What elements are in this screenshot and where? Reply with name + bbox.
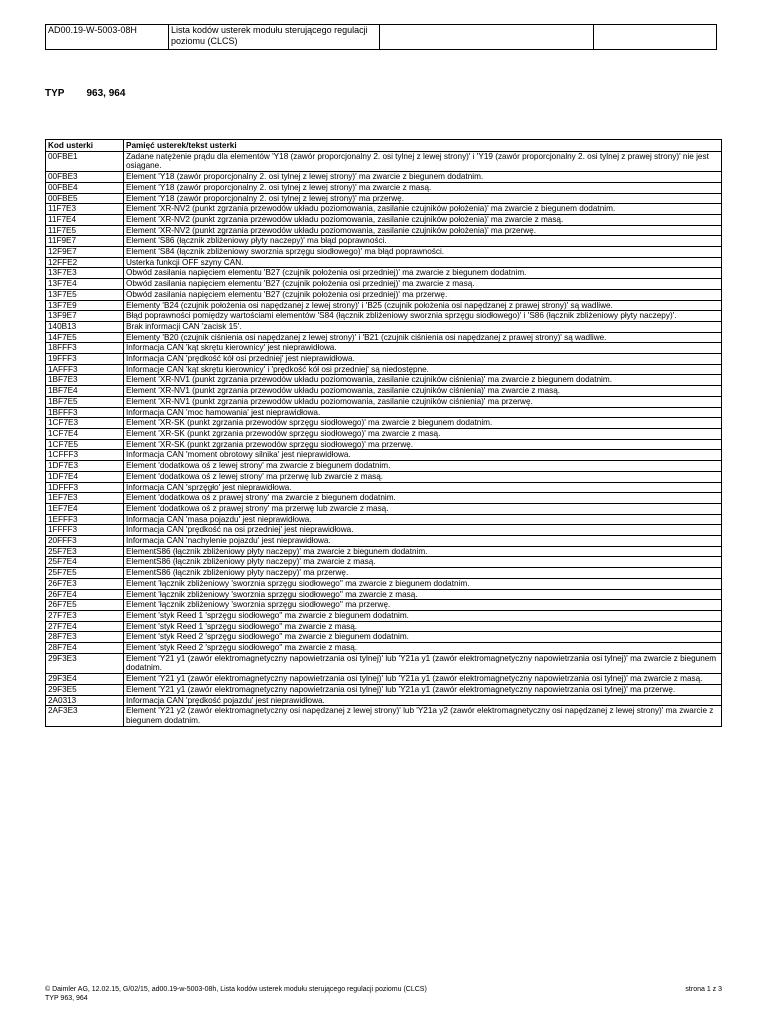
fault-text-cell: Element 'Y21 y1 (zawór elektromagnetyczny napowietrzania osi tylnej)' lub 'Y21a y1 (zawór elektromagnetyczny napowietrzania osi tylnej)' ma zwarcie z masą. [124,674,722,685]
footer-type: TYP 963, 964 [45,995,88,1002]
fault-text-cell: Zadane natężenie prądu dla elementów 'Y18 (zawór proporcjonalny 2. osi tylnej z lewej strony)' i 'Y19 (zawór proporcjonalny 2. osi tylnej z prawej strony)' nie jest osiągane. [124,151,722,171]
fault-text-cell: ElementS86 (łącznik zbliżeniowy płyty naczepy)' ma przerwę. [124,568,722,579]
table-row [46,396,722,407]
page-footer [45,985,722,1003]
table-row [46,279,722,290]
fault-code-cell: 12FFE2 [46,257,124,268]
fault-text-cell: Elementy 'B20 (czujnik ciśnienia osi napędzanej z lewej strony)' i 'B21 (czujnik ciśnienia osi napędzanej z prawej strony)' są wadliwe. [124,332,722,343]
fault-text-cell: Element 'XR-SK (punkt zgrzania przewodów sprzęgu siodłowego)' ma zwarcie z biegunem dodatnim. [124,418,722,429]
fault-code-cell: 29F3E3 [46,653,124,673]
table-row [46,321,722,332]
fault-code-cell: 26F7E5 [46,600,124,611]
fault-code-cell: 2A0313 [46,695,124,706]
table-row [46,600,722,611]
type-value: 963, 964 [86,88,126,99]
fault-code-cell: 26F7E4 [46,589,124,600]
fault-code-cell: 1DFFF3 [46,482,124,493]
fault-code-cell: 25F7E4 [46,557,124,568]
fault-code-cell: 00FBE1 [46,151,124,171]
fault-code-cell: 29F3E5 [46,684,124,695]
table-row [46,289,722,300]
fault-code-cell: 13F7E3 [46,268,124,279]
fault-text-cell: Informacja CAN 'sprzęgło' jest nieprawidłowa. [124,482,722,493]
fault-text-cell: Informacja CAN 'moment obrotowy silnika' jest nieprawidłowa. [124,450,722,461]
fault-text-cell: Informacja CAN 'prędkość pojazdu' jest nieprawidłowa. [124,695,722,706]
fault-code-cell: 1CF7E5 [46,439,124,450]
fault-text-cell: Obwód zasilania napięciem elementu 'B27 (czujnik położenia osi przedniej)' ma zwarcie z biegunem dodatnim. [124,268,722,279]
table-row [46,343,722,354]
table-row [46,354,722,365]
fault-text-cell: Brak informacji CAN 'zacisk 15'. [124,321,722,332]
table-row [46,461,722,472]
table-row [46,621,722,632]
table-row [46,695,722,706]
table-row [46,407,722,418]
fault-text-cell: Element 'dodatkowa oś z lewej strony' ma przerwę lub zwarcie z masą. [124,471,722,482]
fault-code-cell: 2AF3E3 [46,706,124,726]
table-row [46,514,722,525]
fault-text-cell: Element 'Y18 (zawór proporcjonalny 2. osi tylnej z lewej strony)' ma zwarcie z masą. [124,182,722,193]
fault-text-cell: ElementS86 (łącznik zbliżeniowy płyty naczepy)' ma zwarcie z masą. [124,557,722,568]
table-row [46,172,722,183]
fault-code-cell: 25F7E5 [46,568,124,579]
fault-text-cell: Element 'dodatkowa oś z lewej strony' ma zwarcie z biegunem dodatnim. [124,461,722,472]
fault-code-cell: 00FBE4 [46,182,124,193]
column-header-code: Kod usterki [46,140,124,152]
table-row [46,674,722,685]
fault-code-cell: 00FBE3 [46,172,124,183]
fault-code-cell: 00FBE5 [46,193,124,204]
fault-text-cell: Element 'łącznik zbliżeniowy 'sworznia sprzęgu siodłowego'' ma zwarcie z biegunem dodatnim. [124,578,722,589]
table-row [46,268,722,279]
fault-code-cell: 28F7E4 [46,643,124,654]
fault-text-cell: Element 'XR-NV1 (punkt zgrzania przewodów układu poziomowania, zasilanie czujników ciśnienia)' ma przerwę. [124,396,722,407]
table-row [46,214,722,225]
fault-text-cell: Element 'dodatkowa oś z prawej strony' ma zwarcie z biegunem dodatnim. [124,493,722,504]
table-row [46,247,722,258]
fault-text-cell: Element 'XR-NV2 (punkt zgrzania przewodów układu poziomowania, zasilanie czujników położenia)' ma zwarcie z biegunem dodatnim. [124,204,722,215]
fault-text-cell: Usterka funkcji OFF szyny CAN. [124,257,722,268]
fault-text-cell: Obwód zasilania napięciem elementu 'B27 (czujnik położenia osi przedniej)' ma przerwę. [124,289,722,300]
fault-text-cell: Informacja CAN 'kąt skrętu kierownicy' jest nieprawidłowa. [124,343,722,354]
fault-text-cell: Element 'styk Reed 2 'sprzęgu siodłowego'' ma zwarcie z biegunem dodatnim. [124,632,722,643]
table-row [46,236,722,247]
document-header [45,24,717,50]
fault-text-cell: Element 'łącznik zbliżeniowy 'sworznia sprzęgu siodłowego'' ma przerwę. [124,600,722,611]
fault-text-cell: Element 'S84 (łącznik zbliżeniowy sworznia sprzęgu siodłowego)' ma błąd poprawności. [124,247,722,258]
fault-code-cell: 29F3E4 [46,674,124,685]
fault-code-cell: 13F7E5 [46,289,124,300]
header-empty-cell-2 [594,25,717,50]
table-header-row [46,140,722,152]
fault-code-cell: 27F7E3 [46,610,124,621]
table-row [46,589,722,600]
fault-text-cell: Element 'Y21 y2 (zawór elektromagnetyczny osi napędzanej z lewej strony)' lub 'Y21a y2 (zawór elektromagnetyczny osi napędzanej z lewej strony)' ma zwarcie z biegunem dodatnim. [124,706,722,726]
fault-text-cell: Element 'S86 (łącznik zbliżeniowy płyty naczepy)' ma błąd poprawności. [124,236,722,247]
fault-text-cell: Informacja CAN 'prędkość kół osi przedniej' jest nieprawidłowa. [124,354,722,365]
table-row [46,568,722,579]
fault-text-cell: Element 'XR-NV1 (punkt zgrzania przewodów układu poziomowania, zasilanie czujników ciśnienia)' ma zwarcie z biegunem dodatnim. [124,375,722,386]
fault-code-cell: 1BF7E3 [46,375,124,386]
fault-text-cell: Obwód zasilania napięciem elementu 'B27 (czujnik położenia osi przedniej)' ma zwarcie z masą. [124,279,722,290]
table-row [46,632,722,643]
column-header-text: Pamięć usterek/tekst usterki [124,140,722,152]
footer-copyright: © Daimler AG, 12.02.15, G/02/15, ad00.19-w-5003-08h, Lista kodów usterek modułu sterującego regulacji poziomu (CLCS) [45,986,427,993]
table-row [46,428,722,439]
table-row [46,300,722,311]
fault-text-cell: Informacje CAN 'kąt skrętu kierownicy' i 'prędkość kół osi przedniej' są niedostępne. [124,364,722,375]
fault-code-cell: 1BFFF3 [46,407,124,418]
fault-code-cell: 20FFF3 [46,536,124,547]
table-row [46,257,722,268]
table-row [46,557,722,568]
fault-code-cell: 1BF7E5 [46,396,124,407]
document-title: Lista kodów usterek modułu sterującego regulacji poziomu (CLCS) [169,25,380,50]
fault-code-cell: 11F7E5 [46,225,124,236]
fault-code-cell: 11F7E4 [46,214,124,225]
fault-code-cell: 11F7E3 [46,204,124,215]
page-number: strona 1 z 3 [685,986,722,993]
fault-code-cell: 1EF7E4 [46,503,124,514]
table-row [46,204,722,215]
type-label: TYP [45,88,65,99]
table-row [46,193,722,204]
fault-code-cell: 1CFFF3 [46,450,124,461]
fault-code-cell: 11F9E7 [46,236,124,247]
fault-text-cell: ElementS86 (łącznik zbliżeniowy płyty naczepy)' ma zwarcie z biegunem dodatnim. [124,546,722,557]
table-row [46,653,722,673]
table-row [46,450,722,461]
fault-code-cell: 1AFFF3 [46,364,124,375]
fault-text-cell: Element 'styk Reed 1 'sprzęgu siodłowego'' ma zwarcie z masą. [124,621,722,632]
table-row [46,418,722,429]
fault-text-cell: Element 'XR-NV2 (punkt zgrzania przewodów układu poziomowania, zasilanie czujników położenia)' ma zwarcie z masą. [124,214,722,225]
table-row [46,578,722,589]
table-row [46,375,722,386]
fault-text-cell: Element 'styk Reed 2 'sprzęgu siodłowego'' ma zwarcie z masą. [124,643,722,654]
fault-text-cell: Element 'Y18 (zawór proporcjonalny 2. osi tylnej z lewej strony)' ma zwarcie z biegunem dodatnim. [124,172,722,183]
table-row [46,610,722,621]
fault-code-cell: 18FFF3 [46,343,124,354]
fault-text-cell: Informacja CAN 'nachylenie pojazdu' jest nieprawidłowa. [124,536,722,547]
fault-code-cell: 14F7E5 [46,332,124,343]
table-row [46,684,722,695]
table-row [46,493,722,504]
fault-text-cell: Element 'Y21 y1 (zawór elektromagnetyczny napowietrzania osi tylnej)' lub 'Y21a y1 (zawór elektromagnetyczny napowietrzania osi tylnej)' ma zwarcie z biegunem dodatnim. [124,653,722,673]
fault-code-cell: 1FFFF3 [46,525,124,536]
fault-code-cell: 12F9E7 [46,247,124,258]
table-row [46,182,722,193]
fault-text-cell: Błąd poprawności pomiędzy wartościami elementów 'S84 (łącznik zbliżeniowy sworznia sprzęgu siodłowego)' i 'S86 (łącznik zbliżeniowy płyty naczepy)'. [124,311,722,322]
fault-text-cell: Element 'XR-SK (punkt zgrzania przewodów sprzęgu siodłowego)' ma zwarcie z masą. [124,428,722,439]
table-row [46,439,722,450]
fault-text-cell: Informacja CAN 'moc hamowania' jest nieprawidłowa. [124,407,722,418]
fault-code-cell: 1EFFF3 [46,514,124,525]
table-row [46,151,722,171]
fault-text-cell: Element 'łącznik zbliżeniowy 'sworznia sprzęgu siodłowego'' ma zwarcie z masą. [124,589,722,600]
fault-code-cell: 26F7E3 [46,578,124,589]
fault-text-cell: Element 'Y18 (zawór proporcjonalny 2. osi tylnej z lewej strony)' ma przerwę. [124,193,722,204]
table-row [46,364,722,375]
table-row [46,706,722,726]
fault-code-cell: 19FFF3 [46,354,124,365]
header-empty-cell-1 [380,25,594,50]
table-row [46,503,722,514]
fault-code-cell: 1CF7E4 [46,428,124,439]
table-row [46,536,722,547]
fault-code-cell: 1CF7E3 [46,418,124,429]
fault-text-cell: Element 'dodatkowa oś z prawej strony' ma przerwę lub zwarcie z masą. [124,503,722,514]
fault-code-table [45,139,722,727]
fault-text-cell: Informacja CAN 'prędkość na osi przedniej' jest nieprawidłowa. [124,525,722,536]
fault-text-cell: Element 'XR-SK (punkt zgrzania przewodów sprzęgu siodłowego)' ma przerwę. [124,439,722,450]
fault-code-cell: 1DF7E4 [46,471,124,482]
fault-code-cell: 13F7E9 [46,300,124,311]
fault-text-cell: Informacja CAN 'masa pojazdu' jest nieprawidłowa. [124,514,722,525]
fault-code-cell: 140B13 [46,321,124,332]
fault-code-cell: 28F7E3 [46,632,124,643]
fault-text-cell: Element 'Y21 y1 (zawór elektromagnetyczny napowietrzania osi tylnej)' lub 'Y21a y1 (zawór elektromagnetyczny napowietrzania osi tylnej)' ma przerwę. [124,684,722,695]
table-row [46,546,722,557]
table-row [46,225,722,236]
table-row [46,471,722,482]
table-row [46,332,722,343]
fault-code-cell: 1DF7E3 [46,461,124,472]
fault-text-cell: Elementy 'B24 (czujnik położenia osi napędzanej z lewej strony)' i 'B25 (czujnik położenia osi napędzanej z prawej strony)' są wadliwe. [124,300,722,311]
table-row [46,311,722,322]
fault-code-cell: 13F7E4 [46,279,124,290]
table-row [46,643,722,654]
document-id: AD00.19-W-5003-08H [46,25,169,50]
fault-text-cell: Element 'XR-NV2 (punkt zgrzania przewodów układu poziomowania, zasilanie czujników położenia)' ma przerwę. [124,225,722,236]
fault-code-cell: 25F7E3 [46,546,124,557]
fault-code-cell: 1BF7E4 [46,386,124,397]
fault-code-cell: 27F7E4 [46,621,124,632]
fault-text-cell: Element 'XR-NV1 (punkt zgrzania przewodów układu poziomowania, zasilanie czujników ciśnienia)' ma zwarcie z masą. [124,386,722,397]
table-row [46,386,722,397]
fault-code-cell: 13F9E7 [46,311,124,322]
table-row [46,525,722,536]
fault-text-cell: Element 'styk Reed 1 'sprzęgu siodłowego'' ma zwarcie z biegunem dodatnim. [124,610,722,621]
fault-code-cell: 1EF7E3 [46,493,124,504]
table-row [46,482,722,493]
type-line [45,88,125,99]
